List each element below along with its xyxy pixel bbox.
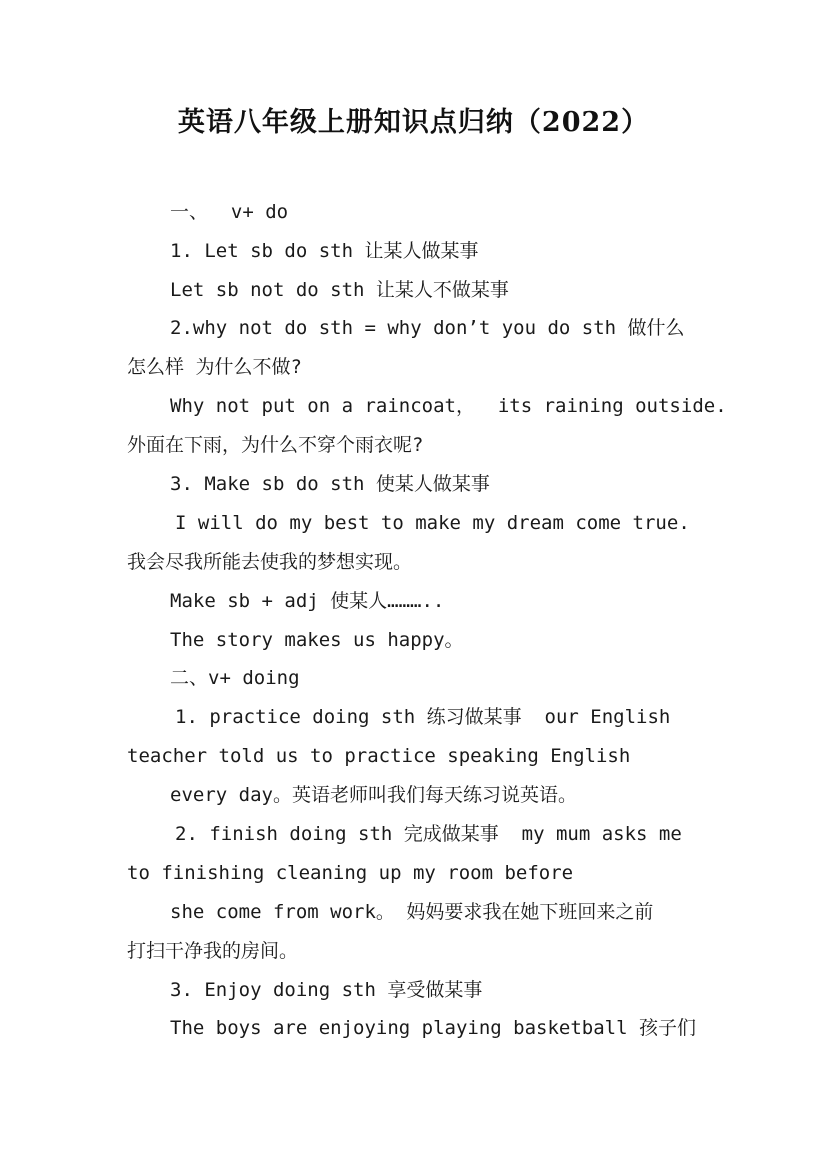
text-line: teacher told us to practice speaking English <box>127 745 631 767</box>
text-line: Why not put on a raincoat， its raining outside. <box>170 395 727 417</box>
text-line: 我会尽我所能去使我的梦想实现。 <box>127 551 413 573</box>
text-line: I will do my best to make my dream come true. <box>175 512 690 534</box>
text-line: to finishing cleaning up my room before <box>127 862 574 884</box>
text-line: 怎么样 为什么不做? <box>127 356 302 378</box>
text-line: 3. Make sb do sth 使某人做某事 <box>170 473 490 495</box>
text-line: 2. finish doing sth 完成做某事 my mum asks me <box>175 823 682 845</box>
text-line: 外面在下雨，为什么不穿个雨衣呢? <box>127 434 424 456</box>
text-line: she come from work。 妈妈要求我在她下班回来之前 <box>170 901 654 923</box>
text-line: 打扫干净我的房间。 <box>127 940 299 962</box>
text-line: Make sb + adj 使某人……….. <box>170 590 445 612</box>
section-heading-v-do: 一、 v+ do <box>170 201 289 223</box>
text-line: The boys are enjoying playing basketball 孩子们 <box>170 1017 696 1039</box>
text-line: Let sb not do sth 让某人不做某事 <box>170 279 509 301</box>
text-line: 3. Enjoy doing sth 享受做某事 <box>170 979 483 1001</box>
text-line: 1. Let sb do sth 让某人做某事 <box>170 240 479 262</box>
text-line: 2.why not do sth = why don’t you do sth 做什么 <box>170 317 685 339</box>
text-line: The story makes us happy。 <box>170 629 464 651</box>
text-line: every day。英语老师叫我们每天练习说英语。 <box>170 784 577 806</box>
document-title: 英语八年级上册知识点归纳（2022） <box>177 107 650 138</box>
text-line: 1. practice doing sth 练习做某事 our English <box>175 706 671 728</box>
section-heading-v-doing: 二、v+ doing <box>170 667 300 689</box>
